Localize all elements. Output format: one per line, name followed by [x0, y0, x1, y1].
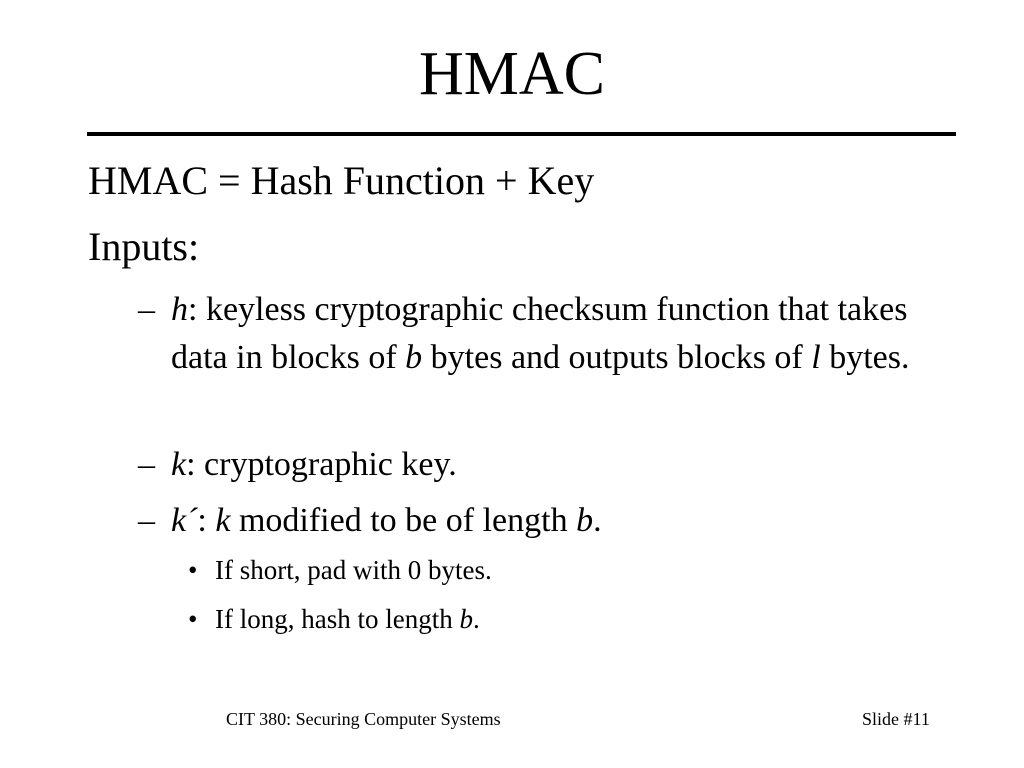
inputs-heading: Inputs: [88, 224, 200, 269]
bullet-kprime-text [171, 497, 938, 545]
bullet-h-part3: bytes. [820, 339, 910, 376]
dash-bullet-icon: – [138, 446, 155, 483]
subbullet-long [188, 602, 888, 636]
bullet-h-part2: bytes and outputs blocks of [422, 339, 812, 376]
bullet-kprime [138, 497, 938, 545]
subbullet-short [188, 553, 888, 587]
bullet-kprime-rest: modified to be of length [230, 502, 577, 539]
footer-slide-number: Slide #11 [862, 709, 930, 729]
title-divider [87, 132, 956, 136]
var-k: k [215, 502, 231, 539]
dash-bullet-icon: – [138, 502, 155, 539]
bullet-kprime-end: . [593, 502, 602, 539]
bullet-k-text [171, 441, 938, 489]
var-k: k [171, 446, 187, 483]
dot-bullet-icon: • [188, 555, 198, 585]
bullet-k-rest: : cryptographic key. [186, 446, 457, 483]
subbullet-long-part: If long, hash to length [215, 604, 460, 634]
dash-bullet-icon: – [138, 291, 155, 328]
hmac-definition: HMAC = Hash Function + Key [88, 158, 595, 203]
var-kprime: k´ [171, 502, 198, 539]
bullet-k [138, 441, 938, 489]
subbullet-long-text [215, 602, 888, 636]
footer-course: CIT 380: Securing Computer Systems [226, 709, 501, 729]
var-b: b [459, 604, 473, 634]
var-b: b [576, 502, 594, 539]
slide-title: HMAC [418, 40, 606, 108]
subbullet-long-end: . [472, 604, 480, 634]
var-h: h [171, 291, 188, 328]
bullet-h-text [171, 286, 938, 382]
subbullet-short-text: If short, pad with 0 bytes. [215, 555, 492, 585]
bullet-kprime-colon: : [197, 502, 216, 539]
var-b: b [405, 339, 423, 376]
bullet-h [138, 286, 938, 382]
var-l: l [811, 339, 821, 376]
dot-bullet-icon: • [188, 604, 198, 634]
bullet-h-part1: : keyless cryptographic checksum function that takes data in blocks of [171, 291, 908, 376]
